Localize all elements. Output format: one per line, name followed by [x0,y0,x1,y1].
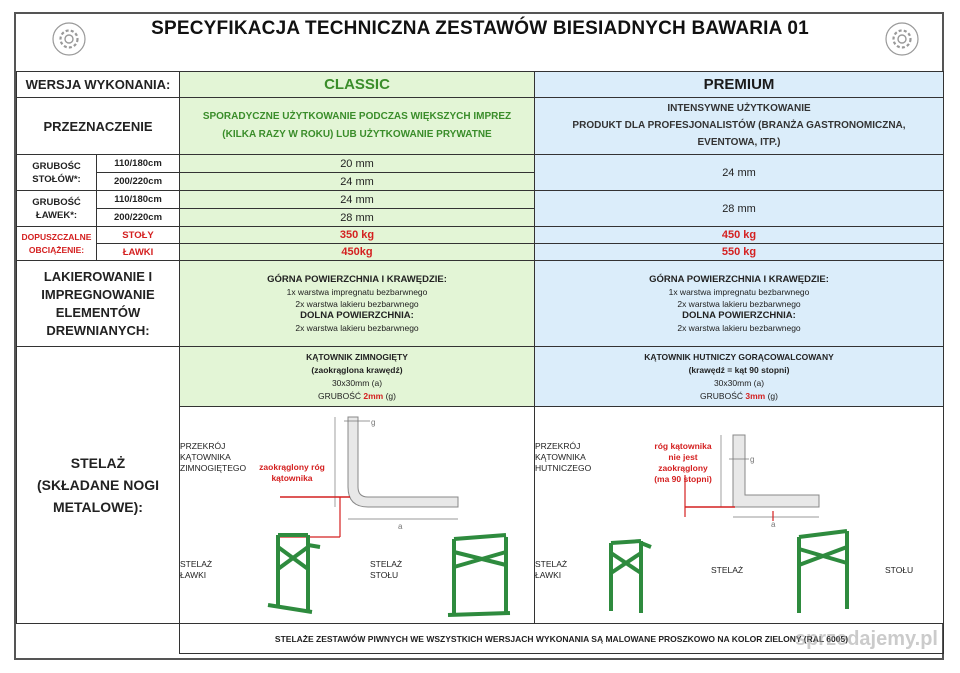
angle-dim: 30x30mm (a) [713,377,765,388]
caption-line: STOŁU [370,570,399,580]
label-line: DREWNIANYCH: [46,322,150,338]
dim-g-label: g [750,455,755,464]
table-thickness-label [17,155,97,191]
bench-caption [535,559,567,581]
caption-line: ZIMNOGIĘTEGO [180,463,247,473]
spec-table [16,71,944,654]
table-thickness-row [17,155,944,173]
size-label: 110/180cm [97,191,180,209]
premium-load-benches: 550 kg [535,244,944,261]
label-line: LAKIEROWANIE I [43,268,153,284]
footer-note: STELAŻE ZESTAWÓW PIWNYCH WE WSZYSTKICH WERSJACH WYKONANIA SĄ MALOWANE PROSZKOWO NA KOLOR ZIELONY (RAL 6005) [180,624,944,654]
table-frame-drawing [448,535,510,615]
lacquer-line: 2x warstwa lakieru bezbarwnego [295,322,419,333]
hot-rolled-angle-section-diagram [535,407,944,623]
frame-spec-row [17,347,944,407]
lacquer-heading: GÓRNA POWIERZCHNIA I KRAWĘDZIE: [267,273,447,285]
lacquer-heading: DOLNA POWIERZCHNIA: [300,309,414,321]
label-line: OBCIĄŻENIE: [28,244,85,255]
load-tables-label: STOŁY [97,227,180,244]
angle-edge: (zaokrąglona krawędź) [311,364,403,375]
annot-line: róg kątownika [654,441,712,451]
version-row [17,72,944,98]
table-frame-drawing [799,531,847,613]
thickness-prefix: GRUBOŚĆ [700,390,746,401]
premium-drawing-cell [535,407,944,624]
table-caption: STOŁU [885,565,914,575]
cold-bent-angle-section-diagram [180,407,535,623]
label-line: STOŁÓW*: [32,173,81,185]
label-line: ŁAWEK*: [35,209,78,221]
purpose-classic [180,98,535,155]
purpose-premium-line: INTENSYWNE UŻYTKOWANIE [667,103,811,114]
classic-drawing [180,407,534,623]
angle-thickness [180,390,534,403]
load-row [17,227,944,244]
lacquer-row [17,261,944,347]
lacquer-heading: DOLNA POWIERZCHNIA: [682,309,796,321]
purpose-row [17,98,944,155]
premium-angle-spec [535,347,944,407]
label-line: ELEMENTÓW [55,304,141,320]
classic-drawing-cell [180,407,535,624]
lacquer-label [17,261,180,347]
premium-load-tables: 450 kg [535,227,944,244]
lacquer-heading: GÓRNA POWIERZCHNIA I KRAWĘDZIE: [649,273,829,285]
caption-line: ŁAWKI [535,570,562,580]
size-label: 200/220cm [97,173,180,191]
lacquer-line: 2x warstwa lakieru bezbarwnego [295,298,419,309]
dim-a-label: a [398,522,403,531]
page-title: SPECYFIKACJA TECHNICZNA ZESTAWÓW BIESIADNYCH BAWARIA 01 [151,18,809,39]
frame-label [17,347,180,624]
premium-value: 24 mm [535,155,944,191]
caption-line: STELAŻ [180,559,213,569]
label-line: STELAŻ [70,455,126,471]
load-label [17,227,97,261]
classic-lacquer [180,261,535,347]
classic-value: 28 mm [180,209,535,227]
caption-line: STELAŻ [535,559,568,569]
classic-header: CLASSIC [180,72,535,98]
thickness-value: 3mm [745,390,766,401]
dim-a-label: a [771,520,776,529]
purpose-premium [535,98,944,155]
purpose-classic-line: (KILKA RAZY W ROKU) LUB UŻYTKOWANIE PRYWATNE [222,129,492,140]
label-line: DOPUSZCZALNE [21,231,92,242]
lacquer-line: 1x warstwa impregnatu bezbarwnego [286,286,428,297]
caption-line: KĄTOWNIKA [535,452,586,462]
thickness-suffix: (g) [383,390,396,401]
bench-frame-drawing [611,541,651,613]
purpose-premium-line: PRODUKT DLA PROFESJONALISTÓW (BRANŻA GASTRONOMICZNA, [572,120,906,131]
label-line: GRUBOŚC [32,160,81,172]
watermark: sprzedajemy.pl [794,628,938,650]
bench-caption [180,559,212,581]
size-label: 110/180cm [97,155,180,173]
premium-header: PREMIUM [535,72,944,98]
label-line: GRUBOŚĆ [32,196,81,208]
bench-frame-drawing [268,535,320,612]
table-caption [370,559,402,581]
annot-line: nie jest [668,452,698,462]
label-line: (SKŁADANE NOGI [36,477,160,493]
classic-value: 24 mm [180,191,535,209]
angle-edge: (krawędź = kąt 90 stopni) [688,364,790,375]
caption-line: PRZEKRÓJ [180,441,226,451]
bench-thickness-label [17,191,97,227]
lacquer-line: 2x warstwa lakieru bezbarwnego [677,322,801,333]
angle-thickness [535,390,943,403]
footer-spacer [17,624,180,654]
lacquer-line: 2x warstwa lakieru bezbarwnego [677,298,801,309]
angle-dim: 30x30mm (a) [331,377,383,388]
caption-line: KĄTOWNIKA [180,452,231,462]
classic-value: 24 mm [180,173,535,191]
thickness-prefix: GRUBOŚĆ [318,390,364,401]
middle-caption: STELAŻ [711,565,744,575]
label-line: IMPREGNOWANIE [41,286,155,302]
classic-load-benches: 450kg [180,244,535,261]
caption-line: ŁAWKI [180,570,207,580]
thickness-suffix: (g) [765,390,778,401]
gear-icon [885,22,919,56]
purpose-label: PRZEZNACZENIE [17,98,180,155]
version-label: WERSJA WYKONANIA: [17,72,180,98]
bench-thickness-row [17,191,944,209]
angle-type: KĄTOWNIK ZIMNOGIĘTY [306,351,408,362]
annot-line: kątownika [271,473,313,483]
premium-drawing [535,407,943,623]
label-line: METALOWE): [53,499,143,515]
annot-line: zaokrąglony [658,463,708,473]
annot-line: zaokrąglony róg [259,462,325,472]
purpose-premium-line: EVENTOWA, ITP.) [697,137,781,148]
premium-lacquer [535,261,944,347]
thickness-value: 2mm [363,390,384,401]
classic-angle-spec [180,347,535,407]
caption-line: PRZEKRÓJ [535,441,581,451]
purpose-classic-line: SPORADYCZNE UŻYTKOWANIE PODCZAS WIĘKSZYCH IMPREZ [202,111,512,122]
premium-value: 28 mm [535,191,944,227]
angle-type: KĄTOWNIK HUTNICZY GORĄCOWALCOWANY [644,351,834,362]
load-benches-label: ŁAWKI [97,244,180,261]
size-label: 200/220cm [97,209,180,227]
caption-line: HUTNICZEGO [535,463,592,473]
dim-g-label: g [371,418,376,427]
annot-line: (ma 90 stopni) [654,474,712,484]
load-row [17,244,944,261]
lacquer-line: 1x warstwa impregnatu bezbarwnego [668,286,810,297]
classic-value: 20 mm [180,155,535,173]
caption-line: STELAŻ [370,559,403,569]
classic-load-tables: 350 kg [180,227,535,244]
